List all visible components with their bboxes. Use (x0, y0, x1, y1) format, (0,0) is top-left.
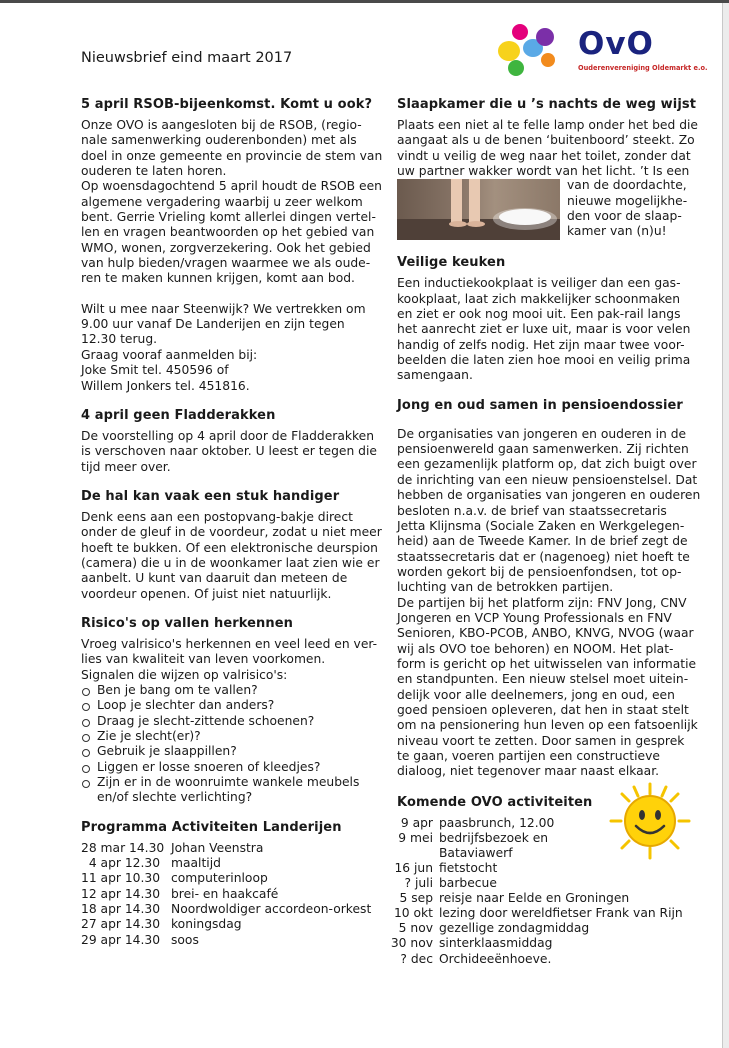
list-item (389, 906, 703, 921)
slaapkamer-paragraph-1: Plaats een niet al te felle lamp onder het bed die aangaat als u de benen ‘buitenboord’ steekt. Zo vindt u veilig de weg naar het toilet, zonder dat uw partner wakker wordt van het licht. ’t Is een (397, 118, 698, 179)
list-item (389, 952, 703, 967)
list-item-text: Loop je slechter dan anders? (97, 698, 275, 713)
hal-heading: De hal kan vaak een stuk handiger (81, 488, 340, 504)
list-item-text: Draag je slecht-zittende schoenen? (97, 713, 315, 728)
list-item-text: Zie je slecht(er)? (97, 729, 201, 743)
programma-table (81, 841, 386, 948)
rsob-paragraph-2: Wilt u mee naar Steenwijk? We vertrekken om 9.00 uur vanaf De Landerijen en zijn tegen 12.30 terug. Graag vooraf aanmelden bij: Joke Smit tel. 450596 of Willem Jonkers tel. 451816. (81, 301, 366, 393)
activity-date: 9 mei (398, 830, 433, 845)
list-item (81, 775, 386, 806)
activity-text: gezellige zondagmiddag (439, 921, 590, 936)
rsob-paragraph-1: Onze OVO is aangesloten bij de RSOB, (regio- nale samenwerking ouderenbonden) met als doel in onze gemeente en provincie de stem van ouderen te laten horen. Op woensdagochtend 5 april houdt de RSOB een algemene vergadering waarbij u zeer welkom bent. Gerrie Vrieling komt allerlei dingen vertel- len en vragen beantwoorden op het gebied van WMO, wonen, zorgverzekering. Ook het gebied van hulp bieden/vragen waarmee we als oude- ren te maken kunnen krijgen, komt aan bod. (81, 118, 383, 286)
row-activity: maaltijd (171, 856, 221, 871)
programma-heading: Programma Activiteiten Landerijen (81, 819, 342, 835)
list-item (81, 714, 386, 729)
row-activity: soos (171, 932, 199, 947)
activity-text: fietstocht (439, 860, 498, 875)
logo-name: OvO (578, 26, 654, 62)
activity-date: 10 okt (393, 906, 433, 921)
pensioen-heading: Jong en oud samen in pensioendossier (397, 397, 683, 413)
slaapkamer-paragraph-2: van de doordachte, nieuwe mogelijkhe- den voor de slaap- kamer van (n)u! (567, 178, 688, 239)
row-date: 29 apr 14.30 (81, 932, 161, 947)
bullet-icon (82, 734, 90, 742)
table-row (81, 856, 386, 871)
list-item-text: Zijn er in de woonruimte wankele meubels en/of slechte verlichting? (97, 775, 360, 805)
activity-text: paasbrunch, 12.00 (439, 815, 555, 830)
table-row (81, 902, 386, 917)
slaapkamer-heading: Slaapkamer die u ’s nachts de weg wijst (397, 97, 697, 112)
row-activity: Noordwoldiger accordeon-orkest (171, 902, 372, 917)
list-item-text: Ben je bang om te vallen? (97, 682, 258, 697)
window-top-border (0, 0, 729, 3)
logo-subtitle: Ouderenvereniging Oldemarkt e.o. (578, 64, 708, 72)
list-item (389, 861, 703, 876)
row-date: 4 apr 12.30 (81, 856, 161, 871)
list-item (81, 729, 386, 744)
list-item (389, 936, 703, 951)
table-row (81, 871, 386, 886)
row-activity: Johan Veenstra (171, 840, 264, 855)
row-activity: koningsdag (171, 917, 242, 932)
keuken-heading: Veilige keuken (397, 255, 506, 271)
bullet-icon (82, 749, 90, 757)
rsob-heading: 5 april RSOB-bijeenkomst. Komt u ook? (81, 97, 373, 112)
bullet-icon (82, 765, 90, 773)
activity-date: 16 jun (394, 860, 433, 875)
left-column (81, 96, 386, 948)
activity-text: reisje naar Eelde en Groningen (439, 891, 630, 906)
row-date: 28 mar 14.30 (81, 840, 165, 855)
valrisico-list (81, 683, 386, 806)
bullet-icon (82, 719, 90, 727)
list-item (389, 921, 703, 936)
fladderakken-heading: 4 april geen Fladderakken (81, 407, 276, 423)
bedside-lamp-photo (397, 179, 560, 240)
activity-date: 30 nov (390, 936, 433, 951)
right-column (390, 96, 703, 967)
activity-date: 5 nov (398, 921, 433, 936)
row-activity: brei- en haakcafé (171, 886, 279, 901)
list-item (81, 760, 386, 775)
bullet-icon (82, 703, 90, 711)
list-item (81, 698, 386, 713)
table-row (81, 841, 386, 856)
table-row (81, 933, 386, 948)
activity-text: Orchideeënhoeve. (439, 951, 552, 966)
list-item (389, 891, 703, 906)
list-item-text: Gebruik je slaappillen? (97, 744, 237, 759)
activity-text: sinterklaasmiddag (439, 936, 553, 951)
row-date: 18 apr 14.30 (81, 902, 161, 917)
hal-paragraph: Denk eens aan een postopvang-bakje direct onder de gleuf in de voordeur, zodat u niet meer hoeft te bukken. Of een elektronische deurspion (camera) die u in de woonkamer laat zien wie er aanbelt. U kunt van daaruit dan meteen de voordeur openen. Of juist niet natuurlijk. (81, 509, 382, 601)
bullet-icon (82, 780, 90, 788)
bullet-icon (82, 688, 90, 696)
activity-text: barbecue (439, 876, 497, 891)
logo-balloons-icon (496, 18, 576, 80)
activity-date: 5 sep (399, 891, 433, 906)
newsletter-title: Nieuwsbrief eind maart 2017 (81, 50, 293, 66)
table-row (81, 917, 386, 932)
activity-date: ? juli (404, 876, 433, 891)
row-date: 12 apr 14.30 (81, 886, 161, 901)
table-row (81, 887, 386, 902)
row-date: 11 apr 10.30 (81, 871, 161, 886)
row-date: 27 apr 14.30 (81, 917, 161, 932)
row-activity: computerinloop (171, 871, 268, 886)
feet-light-image (397, 179, 560, 240)
activity-text: lezing door wereldfietser Frank van Rijn (439, 906, 683, 921)
activity-date: 9 apr (400, 815, 433, 830)
vallen-heading: Risico's op vallen herkennen (81, 615, 294, 631)
list-item (81, 683, 386, 698)
pensioen-paragraph: De organisaties van jongeren en ouderen in de pensioenwereld gaan samenwerken. Zij richten een gezamenlijk platform op, dat zich buigt over de inrichting van een nieuw pensioenstelsel. Dat hebben de organisaties van jongeren en ouderen besloten n.a.v. de brief van staatssecretaris Jetta Klijnsma (Sociale Zaken en Werkgelegen- heid) aan de Tweede Kamer. In de brief zegt de staatssecretaris dat er (nagenoeg) niet hoeft te worden gekort bij de pensioenfondsen, tot op- luchting van de betrokken partijen. De partijen bij het platform zijn: FNV Jong, CNV Jongeren en VCP Young Professionals en FNV Senioren, KBO-PCOB, ANBO, KNVG, NVOG (waar wij als OVO toe behoren) en NOOM. Het plat- form is gericht op het uitwisselen van informatie en standpunten. Een nieuw stelsel moet uitein- delijk voor alle deelnemers, jong en oud, een goed pensioen opleveren, dat hen in staat stelt om na pensionering hun leven op een fatsoenlijk niveau voort te zetten. Door samen in gesprek te gaan, voeren partijen een constructieve dialoog, niet tegenover maar naast elkaar. (397, 426, 701, 779)
list-item (81, 744, 386, 759)
ovo-logo (496, 18, 708, 84)
smiling-sun-icon (607, 782, 693, 860)
activity-date: ? dec (400, 951, 433, 966)
komende-heading: Komende OVO activiteiten (397, 794, 593, 810)
vallen-paragraph: Vroeg valrisico's herkennen en veel leed en ver- lies van kwaliteit van leven voorkomen. Signalen die wijzen op valrisico's: (81, 636, 378, 682)
list-item-text: Liggen er losse snoeren of kleedjes? (97, 759, 321, 774)
fladderakken-paragraph: De voorstelling op 4 april door de Fladderakken is verschoven naar oktober. U leest er tegen die tijd meer over. (81, 428, 377, 474)
list-item (389, 876, 703, 891)
activity-text: bedrijfsbezoek en Bataviawerf (439, 830, 549, 860)
keuken-paragraph: Een inductiekookplaat is veiliger dan een gas- kookplaat, laat zich makkelijker schoonmaken en ziet er ook nog mooi uit. Een pak-rail langs het aanrecht ziet er luxe uit, maar is voor velen handig of zelfs nodig. Het zijn maar twee voor- beelden die laten zien hoe mooi en veilig prima samengaan. (397, 276, 691, 383)
